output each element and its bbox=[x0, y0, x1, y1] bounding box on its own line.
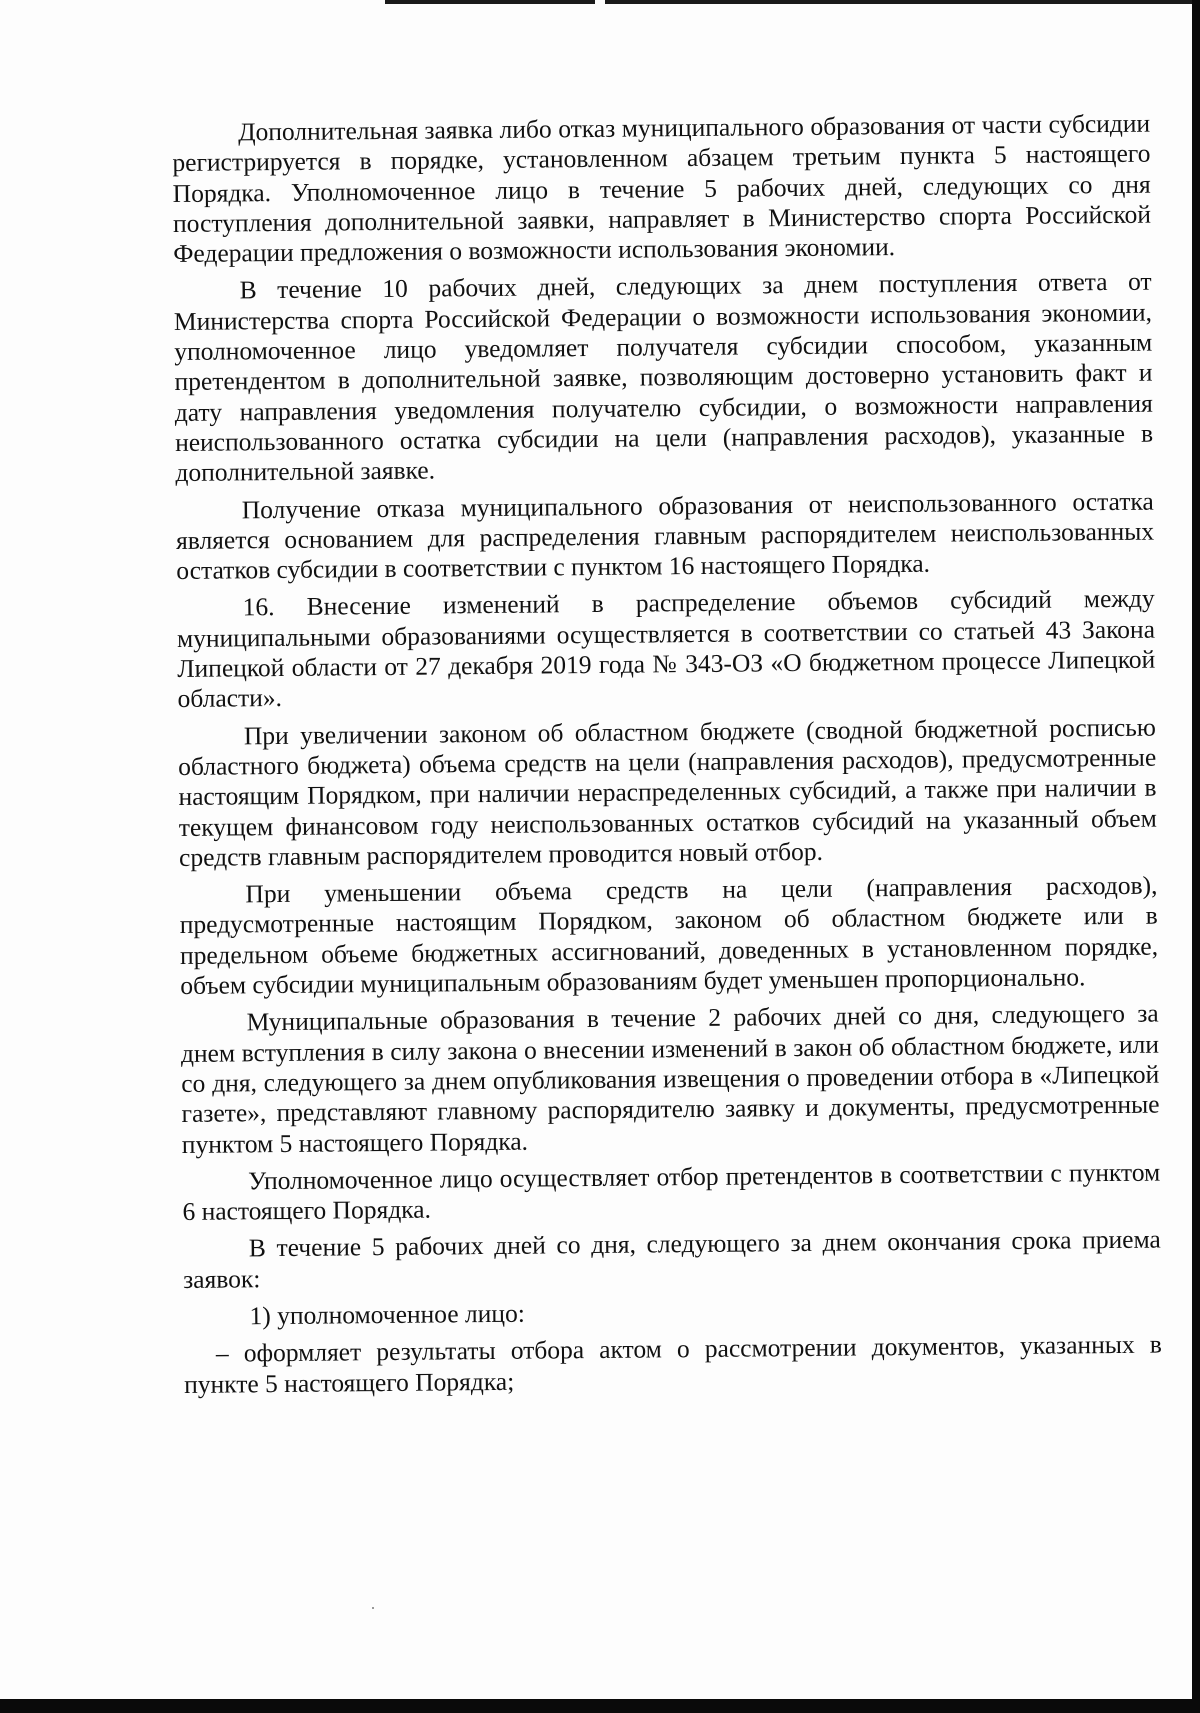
scan-edge-top-left bbox=[385, 0, 595, 4]
paragraph-refusal-basis: Получение отказа муниципального образования от неиспользованного остатка является основанием для распределения главным распорядителем неиспользованных остатков субсидии в соответствии с пунктом 16 настоящего Порядка. bbox=[175, 486, 1155, 586]
paragraph-ministry-response: В течение 10 рабочих дней, следующих за днем поступления ответа от Министерства спорта Российской Федерации о возможности использования экономии, уполномоченное лицо уведомляет получателя субсидии способом, указанным претендентом в дополнительной заявке, позволяющим достоверно установить факт и дату направления уведомления получателю субсидии, о возможности направления неиспользованного остатка субсидии на цели (направления расходов), указанные в дополнительной заявке. bbox=[173, 267, 1154, 488]
scan-edge-bottom bbox=[0, 1699, 1200, 1713]
scan-edge-right bbox=[1192, 0, 1200, 1713]
paragraph-selection: Уполномоченное лицо осуществляет отбор претендентов в соответствии с пунктом 6 настоящего Порядка. bbox=[182, 1157, 1161, 1227]
list-item-act-of-review: – оформляет результаты отбора актом о рассмотрении документов, указанных в пункте 5 настоящего Порядка; bbox=[184, 1329, 1162, 1399]
paragraph-five-days: В течение 5 рабочих дней со дня, следующего за днем окончания срока приема заявок: bbox=[183, 1224, 1161, 1294]
paragraph-clause-16: 16. Внесение изменений в распределение объемов субсидий между муниципальными образованиями осуществляется в соответствии со статьей 43 Закона Липецкой области от 27 декабря 2019 года № 343-ОЗ «О бюджетном процессе Липецкой области». bbox=[176, 584, 1156, 714]
scan-speck bbox=[372, 1607, 374, 1609]
paragraph-additional-application: Дополнительная заявка либо отказ муниципального образования от части субсидии регистрируется в порядке, установленном абзацем третьим пункта 5 настоящего Порядка. Уполномоченное лицо в течение 5 рабочих дней, следующих со дня поступления дополнительной заявки, направляет в Министерство спорта Российской Федерации предложения о возможности использования экономии. bbox=[172, 108, 1152, 269]
scan-edge-top-right bbox=[605, 0, 1200, 4]
paragraph-budget-decrease: При уменьшении объема средств на цели (направления расходов), предусмотренные настоящим Порядком, законом об областном бюджете или в предельном объеме бюджетных ассигнований, доведенных в установленном порядке, объем субсидии муниципальным образованиям будет уменьшен пропорционально. bbox=[179, 870, 1159, 1000]
list-item-authorized-person: 1) уполномоченное лицо: bbox=[249, 1298, 525, 1331]
paragraph-municipal-submission: Муниципальные образования в течение 2 рабочих дней со дня, следующего за днем вступления в силу закона о внесении изменений в закон об областном бюджете, или со дня, следующего за днем опубликования извещения о проведении отбора в «Липецкой газете», представляют главному распорядителю заявку и документы, предусмотренные пунктом 5 настоящего Порядка. bbox=[180, 998, 1160, 1159]
paragraph-budget-increase: При увеличении законом об областном бюджете (сводной бюджетной росписью областного бюджета) объема средств на цели (направления расходов), предусмотренные настоящим Порядком, при наличии нераспределенных субсидий, а также при наличии в текущем финансовом году неиспользованных остатков субсидий на указанный объем средств главным распорядителем проводится новый отбор. bbox=[178, 712, 1157, 872]
document-body bbox=[172, 109, 1162, 1400]
